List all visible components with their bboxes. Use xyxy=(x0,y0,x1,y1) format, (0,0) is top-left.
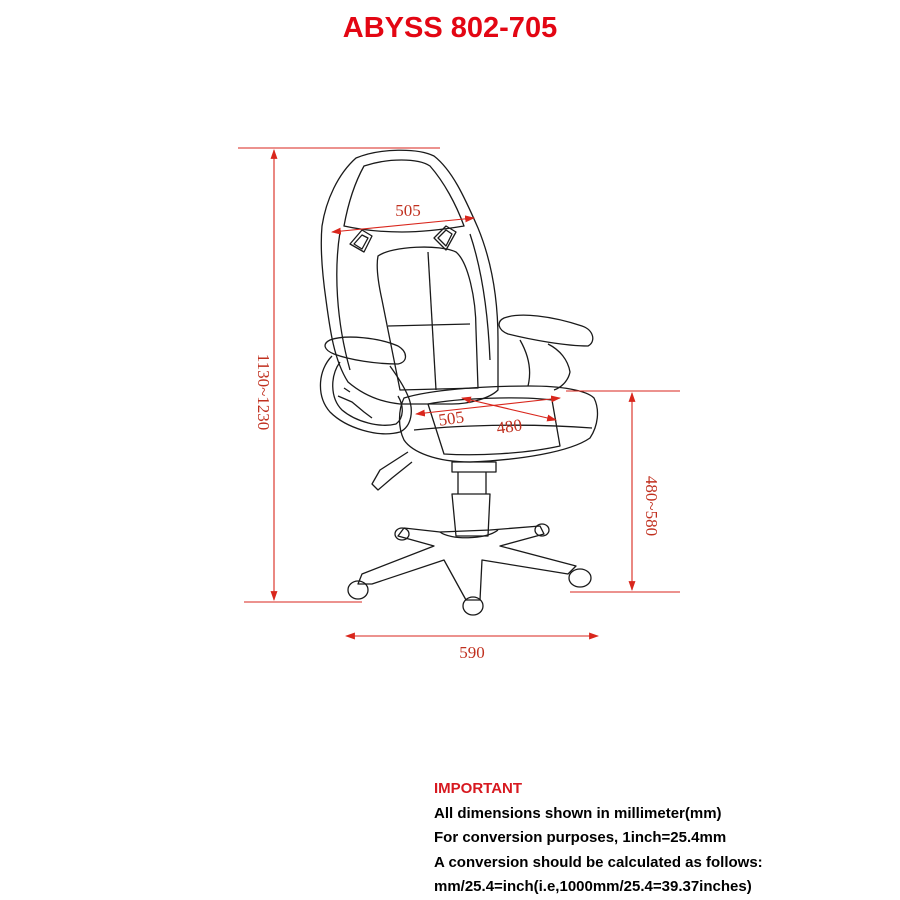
overall-height-label: 1130~1230 xyxy=(254,353,273,431)
backrest-width-label: 505 xyxy=(395,201,421,220)
left-armrest-trim xyxy=(338,388,372,418)
right-armrest-support xyxy=(520,340,570,390)
backrest-shell xyxy=(321,150,498,404)
seat-depth-label: 480 xyxy=(495,415,524,438)
left-bolster xyxy=(337,232,350,370)
dimension-labels xyxy=(254,201,661,662)
right-armrest-pad xyxy=(499,315,593,346)
seat-mechanism xyxy=(452,462,496,472)
seat-height-label: 480~580 xyxy=(642,475,661,537)
notes-line: All dimensions shown in millimeter(mm) xyxy=(434,804,722,822)
star-base xyxy=(358,526,576,600)
important-notes xyxy=(434,777,763,900)
notes-heading: IMPORTANT xyxy=(434,780,523,797)
dimension-lines xyxy=(238,148,680,636)
back-panel-seam-vertical xyxy=(428,252,436,390)
gas-cylinder xyxy=(458,472,486,494)
notes-line: A conversion should be calculated as follows: xyxy=(434,853,763,871)
left-armrest-loop-inner xyxy=(333,362,403,425)
notes-line: For conversion purposes, 1inch=25.4mm xyxy=(434,829,727,846)
seat-width-label: 505 xyxy=(437,407,466,430)
tilt-lever xyxy=(372,452,412,490)
back-panel-seam xyxy=(388,324,470,326)
base-width-label: 590 xyxy=(459,643,485,662)
product-title: ABYSS 802-705 xyxy=(342,12,558,44)
notes-line: mm/25.4=inch(i.e,1000mm/25.4=39.37inches) xyxy=(434,878,752,895)
